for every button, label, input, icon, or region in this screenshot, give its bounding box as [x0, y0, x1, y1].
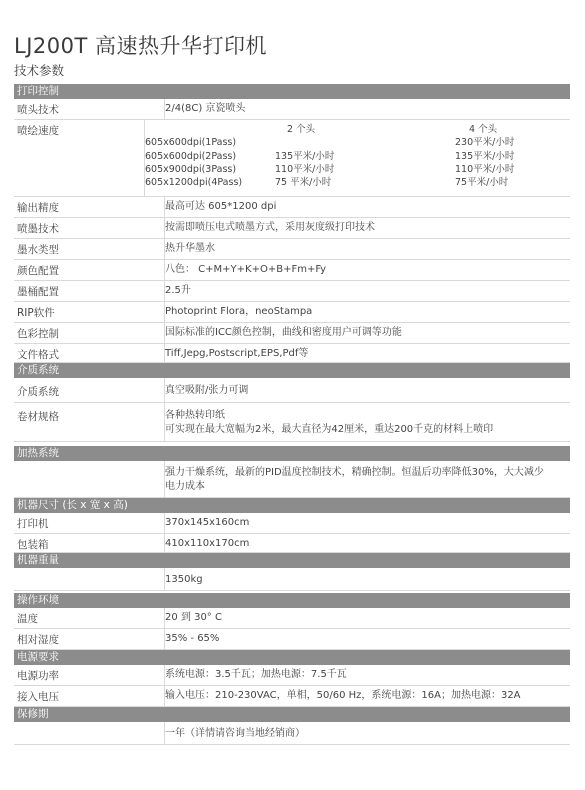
speed-two: 135平米/小时 [275, 150, 335, 162]
row-label: 温度 [17, 613, 38, 625]
row-speed [14, 120, 570, 197]
row-color-control [14, 323, 570, 344]
row-weight [14, 568, 570, 591]
row-label: 墨水类型 [17, 244, 59, 256]
row-label: 接入电压 [17, 691, 59, 703]
speed-four: 75平米/小时 [455, 177, 509, 189]
row-value: 八色： C+M+Y+K+O+B+Fm+Fy [164, 260, 570, 280]
row-value: 370x145x160cm [164, 513, 570, 533]
row-label: RIP软件 [17, 307, 55, 319]
section-media: 介质系统 [14, 363, 570, 378]
row-ink-type [14, 239, 570, 260]
row-label [14, 568, 164, 590]
speed-four: 110平米/小时 [455, 163, 515, 175]
row-label: 喷墨技术 [17, 223, 59, 235]
row-value: 国际标准的ICC颜色控制，曲线和密度用户可调等功能 [164, 323, 570, 343]
row-color-config [14, 260, 570, 281]
speed-header-four-label: 4 个头 [469, 124, 498, 135]
section-dimensions: 机器尺寸 (长 x 宽 x 高) [14, 498, 570, 513]
row-voltage [14, 686, 570, 707]
page-subtitle: 技术参数 [14, 63, 65, 78]
row-value: 20 到 30° C [164, 608, 570, 628]
row-heating [14, 461, 570, 498]
speed-two: 75 平米/小时 [275, 177, 332, 189]
row-power-rating [14, 665, 570, 686]
section-warranty: 保修期 [14, 707, 570, 722]
row-ink-tech [14, 218, 570, 239]
row-value: 一年（详情请咨询当地经销商） [164, 722, 570, 744]
speed-table [144, 120, 570, 196]
row-precision [14, 197, 570, 218]
section-weight: 机器重量 [14, 553, 570, 568]
row-printer-size [14, 513, 570, 534]
section-heating: 加热系统 [14, 446, 570, 461]
row-file-format [14, 344, 570, 363]
row-value: 410x110x170cm [164, 534, 570, 552]
row-value: 2.5升 [164, 281, 570, 301]
row-roll [14, 403, 570, 442]
heating-line-2: 电力成本 [165, 481, 205, 492]
row-value: 系统电源：3.5千瓦；加热电源：7.5千瓦 [164, 665, 570, 685]
speed-mode: 605x600dpi(1Pass) [145, 137, 237, 149]
row-label [14, 461, 164, 497]
section-power: 电源要求 [14, 650, 570, 665]
row-label: 颜色配置 [17, 265, 59, 277]
speed-two [275, 136, 400, 149]
row-ink-tank [14, 281, 570, 302]
spec-sheet [14, 84, 570, 745]
row-label: 喷头技术 [17, 104, 59, 116]
row-value: 热升华墨水 [164, 239, 570, 259]
speed-four: 230平米/小时 [455, 137, 515, 149]
row-label [14, 722, 164, 744]
section-print-control: 打印控制 [14, 84, 570, 99]
row-value: 最高可达 605*1200 dpi [164, 197, 570, 217]
row-label: 相对湿度 [17, 634, 59, 646]
row-label: 喷绘速度 [17, 125, 59, 137]
row-media-system [14, 378, 570, 403]
row-rip [14, 302, 570, 323]
row-label: 文件格式 [17, 349, 59, 361]
speed-mode: 605x600dpi(2Pass) [145, 150, 237, 162]
row-warranty [14, 722, 570, 745]
row-value: 真空吸附/张力可调 [164, 378, 570, 402]
speed-header-four [400, 123, 570, 136]
row-value [164, 403, 570, 441]
row-label: 打印机 [17, 518, 49, 530]
row-label: 色彩控制 [17, 328, 59, 340]
speed-header-two [275, 123, 400, 136]
row-value [164, 461, 570, 497]
speed-corner [145, 123, 275, 136]
speed-four: 135平米/小时 [455, 150, 515, 162]
row-value: 2/4(8C) 京瓷喷头 [164, 99, 570, 119]
row-value: Tiff,Jepg,Postscript,EPS,Pdf等 [164, 344, 570, 362]
speed-header-two-label: 2 个头 [287, 124, 316, 135]
row-label: 电源功率 [17, 670, 59, 682]
section-environment: 操作环境 [14, 593, 570, 608]
row-value: 1350kg [164, 568, 570, 590]
row-label: 输出精度 [17, 202, 59, 214]
speed-mode: 605x1200dpi(4Pass) [145, 177, 243, 189]
row-head-tech [14, 99, 570, 120]
page-title: LJ200T 高速热升华打印机 [14, 34, 267, 58]
row-value: 输入电压：210-230VAC，单相，50/60 Hz，系统电源：16A；加热电源：32A [164, 686, 570, 706]
roll-line-2: 可实现在最大宽幅为2米，最大直径为42厘米，重达200千克的材料上喷印 [165, 424, 494, 435]
speed-mode: 605x900dpi(3Pass) [145, 163, 237, 175]
roll-line-1: 各种热转印纸 [165, 410, 225, 421]
row-package-size [14, 534, 570, 553]
row-humidity [14, 629, 570, 650]
row-value: 按需即喷压电式喷墨方式，采用灰度级打印技术 [164, 218, 570, 238]
row-label: 介质系统 [17, 386, 59, 398]
row-label: 卷材规格 [17, 411, 59, 423]
row-label: 墨桶配置 [17, 286, 59, 298]
row-value: 35% - 65% [164, 629, 570, 649]
heating-line-1: 强力干燥系统，最新的PID温度控制技术，精确控制。恒温后功率降低30%，大大减少 [165, 467, 544, 478]
row-label: 包装箱 [17, 539, 49, 551]
row-temperature [14, 608, 570, 629]
speed-two: 110平米/小时 [275, 163, 335, 175]
row-value: Photoprint Flora，neoStampa [164, 302, 570, 322]
